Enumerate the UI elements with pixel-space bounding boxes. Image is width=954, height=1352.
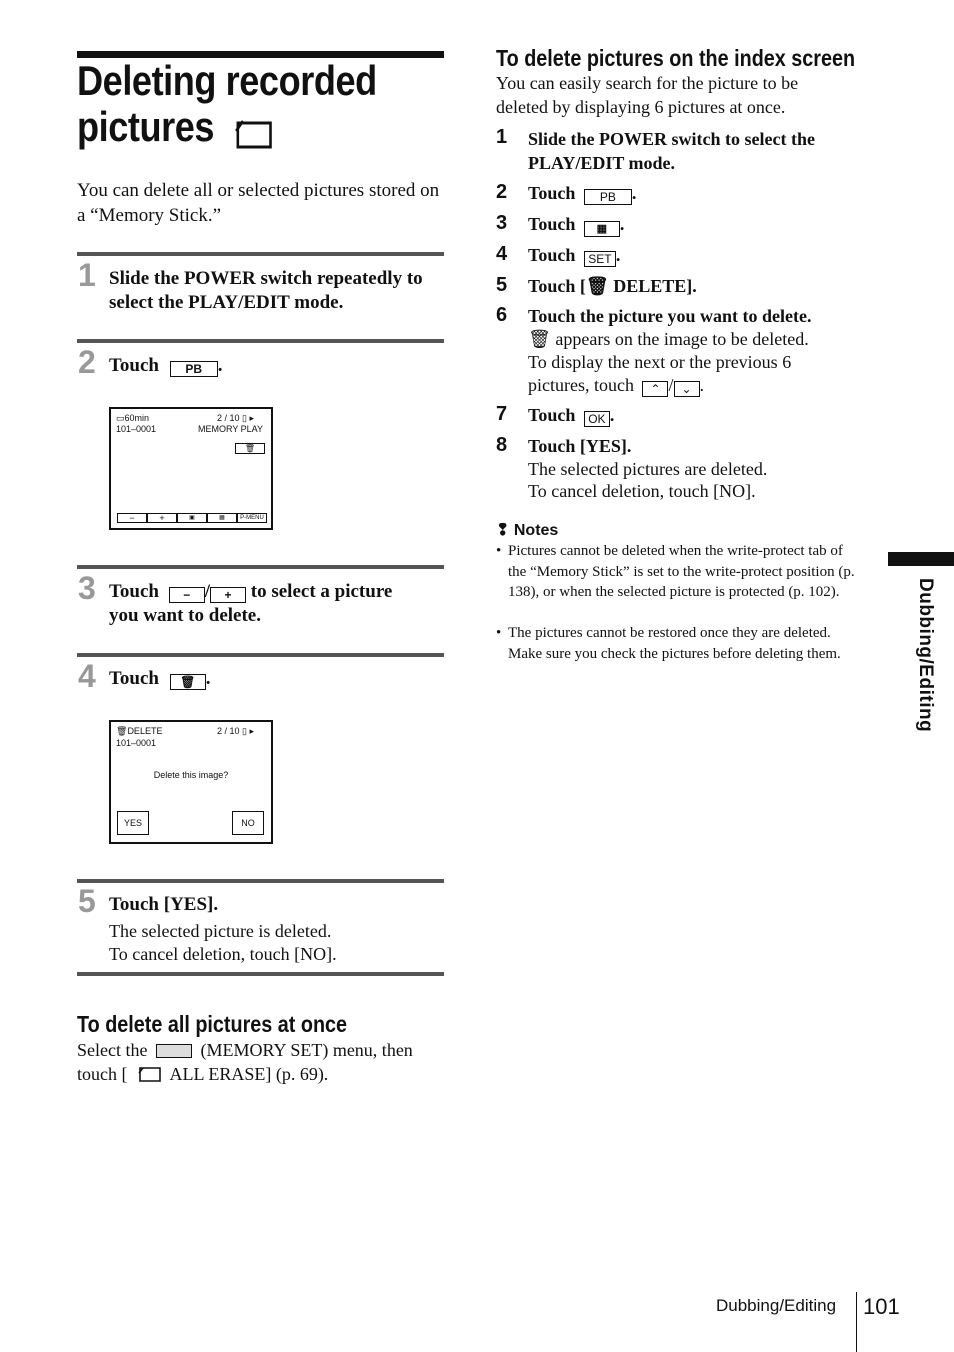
page-number: 101 — [863, 1294, 900, 1319]
lcd-screen-play — [109, 407, 273, 530]
delete-question: Delete this image? — [153, 770, 229, 780]
ok-label: OK — [588, 412, 606, 426]
step-divider — [77, 565, 444, 569]
note-item — [496, 541, 862, 603]
index-step-2-touch: Touch — [528, 183, 576, 203]
no-button[interactable]: NO — [232, 811, 264, 835]
step-divider — [77, 252, 444, 256]
bullet-icon: • — [496, 543, 502, 559]
file-number: 101–0001 — [116, 424, 157, 434]
index-step-6: Touch the picture you want to delete. — [528, 306, 812, 326]
picture-counter: 2 / 10 ▯ ▸ — [217, 413, 255, 423]
slash: / — [204, 581, 211, 602]
step-divider — [77, 339, 444, 343]
step-number: 3 — [78, 570, 96, 606]
index-intro-1: You can easily search for the picture to be — [496, 73, 799, 93]
step-number: 5 — [78, 883, 96, 919]
step-4-text: Touch 🗑 . — [109, 668, 211, 689]
index-step-5 — [528, 274, 848, 298]
page-title — [77, 58, 377, 150]
step-6-detail-3: pictures, touch ⌃ / ⌄ . — [528, 375, 704, 396]
minus-button[interactable]: − — [117, 513, 147, 523]
step-number: 7 — [496, 403, 508, 425]
step-3-line2: you want to delete. — [109, 605, 261, 626]
step-number: 3 — [496, 212, 508, 234]
step-1-text: Slide the POWER switch repeatedly to select the PLAY/EDIT mode. — [109, 268, 423, 313]
step-number: 5 — [496, 274, 508, 296]
all-l2b: ALL ERASE] (p. 69). — [169, 1064, 329, 1084]
index-step-5-post: DELETE]. — [613, 276, 697, 296]
bullet-icon: • — [496, 625, 502, 641]
lcd-screen-delete — [109, 720, 273, 844]
file-number: 101–0001 — [116, 738, 157, 748]
note-text: Pictures cannot be deleted when the write-protect tab of the “Memory Stick” is set to the write-protect position (p. 138), or when the selected picture is protected (p. 102). — [508, 543, 855, 600]
step-5-detail-1: The selected picture is deleted. — [109, 921, 332, 941]
index-intro-2: deleted by displaying 6 pictures at once. — [496, 97, 786, 117]
step-number: 4 — [496, 243, 508, 265]
all-l1a: Select the — [77, 1040, 148, 1060]
intro-text: You can delete all or selected pictures stored on a “Memory Stick.” — [77, 180, 440, 226]
trash-icon[interactable]: 🗑 — [170, 674, 206, 690]
side-tab-bar — [888, 552, 954, 566]
step-number: 2 — [78, 344, 96, 380]
battery-indicator: ▭60min — [116, 413, 150, 423]
index-icon[interactable]: ▦ — [207, 513, 237, 523]
step-3-touch: Touch — [109, 581, 159, 602]
index-heading: To delete pictures on the index screen — [496, 45, 856, 71]
slideshow-icon[interactable]: ▣ — [177, 513, 207, 523]
step-3-text — [109, 580, 449, 628]
delete-label: 🗑DELETE — [116, 726, 163, 736]
step-8-detail-1: The selected pictures are deleted. — [528, 459, 768, 479]
step-divider — [77, 879, 444, 883]
index-step-7-touch: Touch — [528, 405, 576, 425]
yes-button[interactable]: YES — [117, 811, 149, 835]
index-step-2: Touch PB . — [528, 183, 637, 204]
minus-icon[interactable]: − — [169, 587, 205, 603]
footer-section: Dubbing/Editing — [716, 1296, 837, 1315]
pb-button-icon[interactable] — [170, 361, 218, 377]
index-step-4-touch: Touch — [528, 245, 576, 265]
pb-button-icon[interactable] — [584, 189, 632, 205]
step-number: 2 — [496, 181, 508, 203]
page-up-icon[interactable]: ⌃ — [642, 381, 668, 397]
step-3-post: to select a picture — [250, 581, 393, 602]
step-5-detail-2: To cancel deletion, touch [NO]. — [109, 944, 337, 964]
trash-icon: 🗑 — [528, 329, 551, 349]
title-line1: Deleting recorded — [77, 57, 377, 104]
index-step-1: Slide the POWER switch to select the PLAY/EDIT mode. — [528, 129, 815, 173]
footer-divider — [856, 1292, 857, 1352]
step-divider — [77, 972, 444, 976]
all-l1b: (MEMORY SET) menu, then — [200, 1040, 413, 1060]
index-step-3: Touch ▦ . — [528, 214, 625, 235]
set-label: SET — [588, 252, 612, 266]
notes-heading — [496, 520, 558, 540]
trash-icon: 🗑 — [585, 276, 609, 296]
step-number: 1 — [496, 126, 508, 148]
step-number: 1 — [78, 257, 96, 293]
index-step-7: Touch OK . — [528, 405, 615, 426]
s6-d3: pictures, touch — [528, 375, 634, 395]
step-2-text: Touch PB . — [109, 355, 223, 376]
page-down-icon[interactable]: ⌄ — [674, 381, 700, 397]
memory-set-icon — [156, 1044, 192, 1058]
pmenu-button[interactable]: P-MENU — [237, 513, 267, 523]
side-tab-label: Dubbing/Editing — [915, 578, 936, 733]
mode-label: MEMORY PLAY — [198, 424, 264, 434]
memory-card-icon — [231, 115, 276, 149]
index-step-4: Touch SET . — [528, 245, 621, 266]
trash-icon[interactable]: 🗑 — [235, 443, 265, 454]
all-line-1 — [77, 1039, 413, 1062]
title-line2 — [77, 104, 377, 150]
index-icon[interactable]: ▦ — [584, 221, 620, 237]
memory-card-icon — [136, 1065, 162, 1083]
step-2-touch: Touch — [109, 355, 159, 376]
step-4-touch: Touch — [109, 668, 159, 689]
note-item — [496, 623, 862, 664]
plus-icon[interactable]: + — [210, 587, 246, 603]
step-5-text: Touch [YES]. — [109, 894, 219, 915]
index-step-3-touch: Touch — [528, 214, 576, 234]
s6-d1: appears on the image to be deleted. — [555, 329, 809, 349]
step-number: 4 — [78, 658, 96, 694]
ok-button-icon[interactable] — [584, 411, 610, 427]
notes-icon: ❢ — [496, 522, 510, 539]
title-line2-text: pictures — [77, 103, 215, 150]
picture-counter: 2 / 10 ▯ ▸ — [217, 726, 255, 736]
all-line-2 — [77, 1063, 328, 1086]
step-6-detail-2: To display the next or the previous 6 — [528, 352, 792, 372]
step-divider — [77, 653, 444, 657]
plus-button[interactable]: + — [147, 513, 177, 523]
set-button-icon[interactable] — [584, 251, 616, 267]
pb-label: PB — [185, 362, 203, 376]
index-step-8: Touch [YES]. — [528, 436, 632, 456]
step-8-detail-2: To cancel deletion, touch [NO]. — [528, 481, 756, 501]
note-text: The pictures cannot be restored once they are deleted. Make sure you check the pictures before deleting them. — [508, 625, 841, 662]
step-number: 8 — [496, 434, 508, 456]
step-6-detail-1 — [528, 328, 848, 351]
step-number: 6 — [496, 304, 508, 326]
all-l2a: touch [ — [77, 1064, 128, 1084]
all-heading: To delete all pictures at once — [77, 1011, 348, 1037]
notes-label: Notes — [513, 522, 559, 539]
pb-label: PB — [599, 190, 616, 204]
index-step-5-pre: Touch [ — [528, 276, 586, 296]
